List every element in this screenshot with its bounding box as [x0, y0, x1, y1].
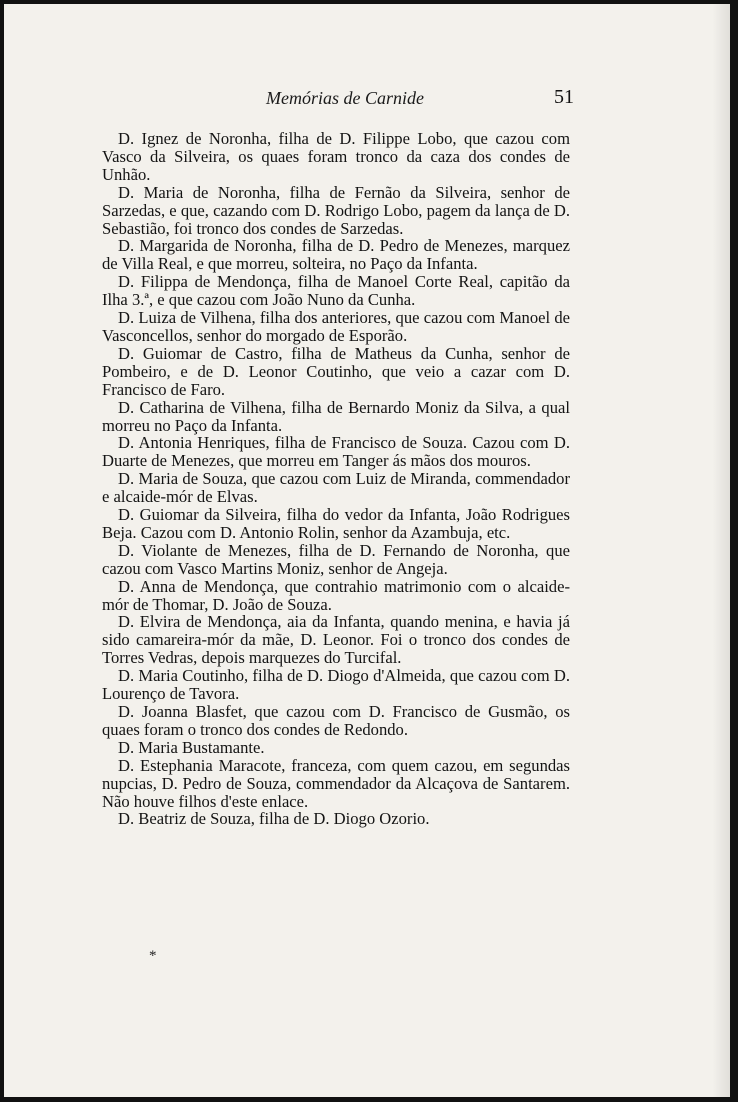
paragraph: D. Maria Bustamante.: [118, 737, 265, 757]
paragraph: D. Catharina de Vilhena, filha de Bernardo Moniz da Silva, a qual morreu no Paço da Infanta.: [102, 397, 570, 435]
page-number: 51: [554, 86, 574, 108]
paragraph: D. Guiomar de Castro, filha de Matheus da Cunha, senhor de Pombeiro, e de D. Leonor Coutinho, que veio a cazar com D. Francisco de Faro.: [102, 343, 570, 399]
paragraph: D. Maria de Souza, que cazou com Luiz de Miranda, commendador e alcaide-mór de Elvas.: [102, 469, 570, 507]
paragraph: D. Joanna Blasfet, que cazou com D. Francisco de Gusmão, os quaes foram o tronco dos condes de Redondo.: [102, 702, 570, 739]
ornament-asterisk: *: [149, 948, 157, 964]
paragraph: D. Margarida de Noronha, filha de D. Pedro de Menezes, marquez de Villa Real, e que morreu, solteira, no Paço da Infanta.: [102, 236, 570, 274]
page-header: [4, 88, 730, 112]
running-title: Memórias de Carnide: [266, 88, 424, 108]
paragraph: D. Maria de Noronha, filha de Fernão da Silveira, senhor de Sarzedas, e que, cazando com D. Rodrigo Lobo, pagem da lança de D. Sebastião, foi tronco dos condes de Sarzedas.: [102, 182, 570, 238]
paragraph: D. Ignez de Noronha, filha de D. Filippe Lobo, que cazou com Vasco da Silveira, os quaes foram tronco da caza dos condes de Unhão.: [102, 129, 570, 184]
paragraph: D. Antonia Henriques, filha de Francisco de Souza. Cazou com D. Duarte de Menezes, que morreu em Tanger ás mãos dos mouros.: [102, 433, 570, 471]
paragraph: D. Beatriz de Souza, filha de D. Diogo Ozorio.: [118, 809, 430, 829]
paragraph: D. Guiomar da Silveira, filha do vedor da Infanta, João Rodrigues Beja. Cazou com D. Antonio Rolin, senhor da Azambuja, etc.: [102, 505, 570, 542]
paragraph: D. Filippa de Mendonça, filha de Manoel Corte Real, capitão da Ilha 3.ª, e que cazou com João Nuno da Cunha.: [102, 272, 570, 310]
paragraph: D. Anna de Mendonça, que contrahio matrimonio com o alcaide-mór de Thomar, D. João de Souza.: [102, 576, 570, 614]
book-page: [4, 4, 730, 1097]
paragraph: D. Estephania Maracote, franceza, com quem cazou, em segundas nupcias, D. Pedro de Souza, commendador da Alcaçova de Santarem. Não houve filhos d'este enlace.: [102, 755, 570, 811]
paragraph: D. Luiza de Vilhena, filha dos anteriores, que cazou com Manoel de Vasconcellos, senhor do morgado de Esporão.: [102, 308, 570, 345]
page-edge-shadow: [712, 4, 730, 1097]
body-text: [102, 130, 570, 828]
paragraph: D. Maria Coutinho, filha de D. Diogo d'Almeida, que cazou com D. Lourenço de Tavora.: [102, 666, 570, 704]
paragraph: D. Violante de Menezes, filha de D. Fernando de Noronha, que cazou com Vasco Martins Moniz, senhor de Angeja.: [102, 540, 570, 578]
paragraph: D. Elvira de Mendonça, aia da Infanta, quando menina, e havia já sido camareira-mór da mãe, D. Leonor. Foi o tronco dos condes de Torres Vedras, depois marquezes do Turcifal.: [102, 612, 570, 668]
